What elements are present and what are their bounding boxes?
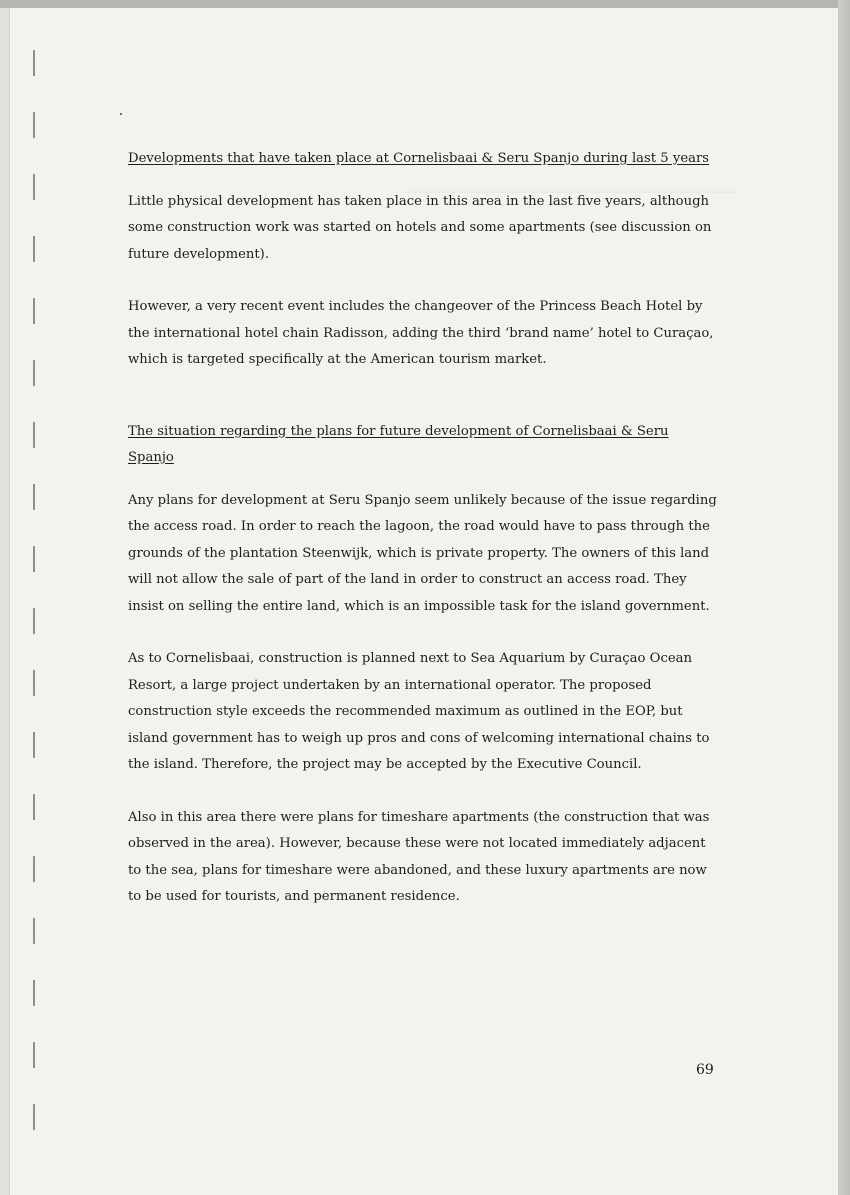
paragraph: Little physical development has taken place in this area in the last five years, although some construction work was started on hotels and some apartments (see discussion on future development). [128,193,712,262]
paragraph: Any plans for development at Seru Spanjo seem unlikely because of the issue regarding the access road. In order to reach the lagoon, the road would have to pass through the grounds of the plantation Steenwijk, which is private property. The owners of this land will not allow the sale of part of the land in order to construct an access road. They insist on selling the entire land, which is an impossible task for the island government. [128,492,717,614]
document-body [128,146,718,911]
binding-hole [33,794,41,820]
binding-hole [33,422,41,448]
binding-holes [33,50,43,1150]
paragraph: Also in this area there were plans for timeshare apartments (the construction that was observed in the area). However, because these were not located immediately adjacent to the sea, plans for timeshare were abandoned, and these luxury apartments are now to be used for tourists, and permanent residence. [128,809,710,904]
binding-hole [33,50,41,76]
section-heading: Developments that have taken place at Cornelisbaai & Seru Spanjo during last 5 years [128,151,710,166]
scan-top-edge [0,0,850,8]
scan-right-edge [838,0,850,1195]
binding-hole [33,670,41,696]
binding-hole [33,174,41,200]
paragraph: As to Cornelisbaai, construction is planned next to Sea Aquarium by Curaçao Ocean Resort, a large project undertaken by an international operator. The proposed construction style exceeds the recommended maximum as outlined in the EOP, but island government has to weigh up pros and cons of welcoming international chains to the island. Therefore, the project may be accepted by the Executive Council. [128,651,710,772]
binding-hole [33,732,41,758]
ink-speck [120,113,122,115]
binding-hole [33,484,41,510]
binding-hole [33,298,41,324]
paragraph: However, a very recent event includes the changeover of the Princess Beach Hotel by the international hotel chain Radisson, adding the third ‘brand name’ hotel to Curaçao, which is targeted specifically at the American tourism market. [128,299,714,367]
binding-hole [33,856,41,882]
binding-hole [33,112,41,138]
binding-hole [33,546,41,572]
page-number: 69 [696,1062,714,1078]
section-heading: The situation regarding the plans for future development of Cornelisbaai & Seru Spanjo [128,423,669,465]
binding-hole [33,980,41,1006]
binding-hole [33,1104,41,1130]
binding-hole [33,236,41,262]
binding-hole [33,918,41,944]
binding-hole [33,608,41,634]
binding-hole [33,360,41,386]
binding-hole [33,1042,41,1068]
